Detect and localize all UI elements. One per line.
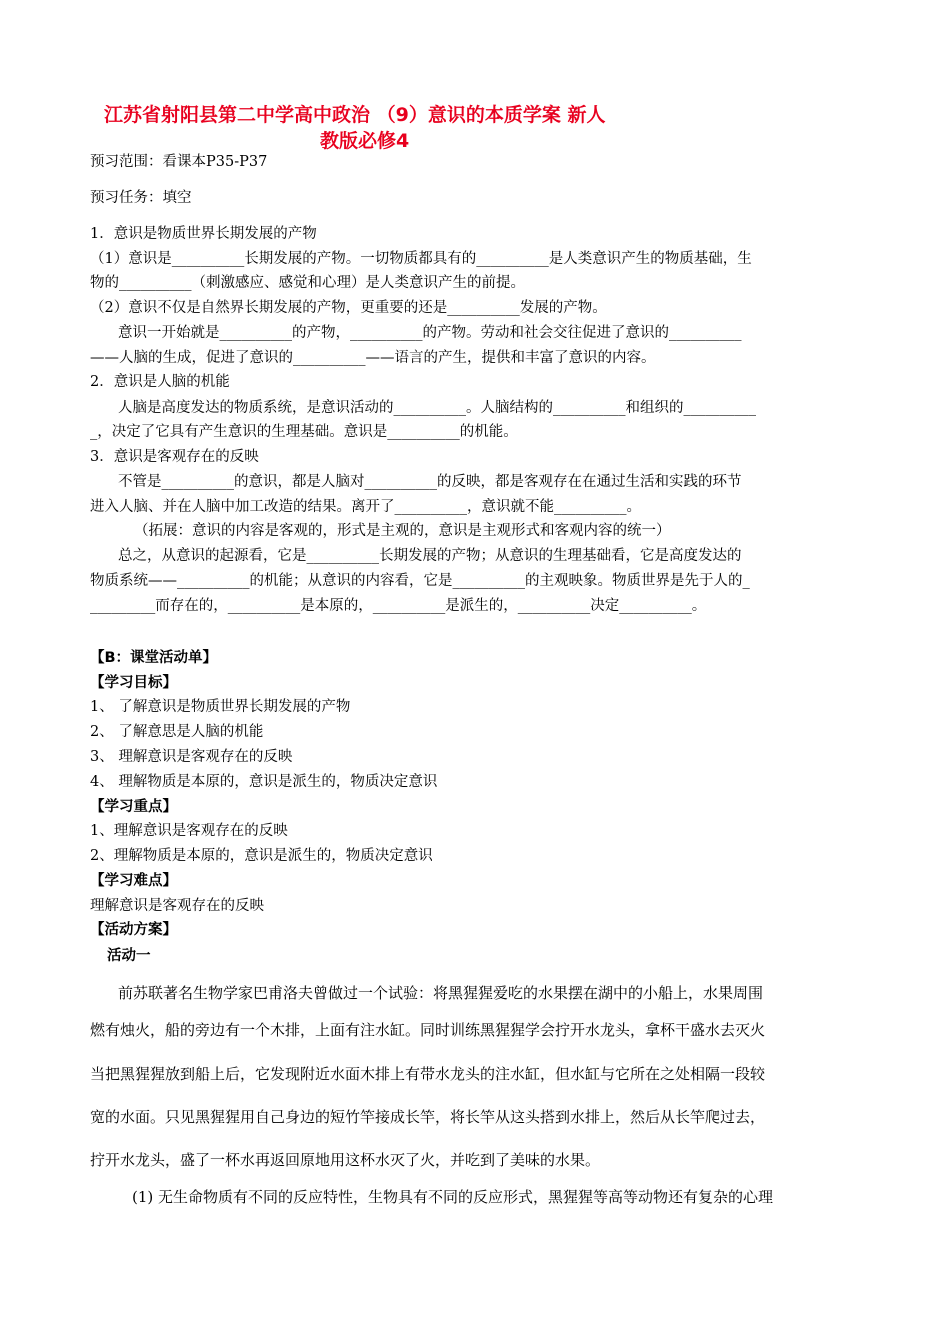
paragraph-1-line2: 物的__________（刺激感应、感觉和心理）是人类意识产生的前提。 [90,275,525,291]
activity-plan-heading: 【活动方案】 [90,922,177,938]
key-point-item: 2、理解物质是本原的，意识是派生的，物质决定意识 [90,848,433,864]
learning-goal-item: 3、 理解意识是客观存在的反映 [90,749,293,765]
paragraph-2: （2）意识不仅是自然界长期发展的产物，更重要的还是__________发展的产物。 [90,300,607,316]
extension-note: （拓展：意识的内容是客观的，形式是主观的，意识是主观形式和客观内容的统一） [134,523,671,539]
key-point-item: 1、理解意识是客观存在的反映 [90,823,288,839]
learning-goals-heading: 【学习目标】 [90,675,177,691]
classroom-activity-heading: 【B：课堂活动单】 [90,650,218,666]
paragraph-5-line2: 进入人脑、并在人脑中加工改造的结果。离开了__________，意识就不能__________。 [90,499,641,515]
document-title-line2: 教版必修4 [320,130,410,152]
section-heading-3: 3．意识是客观存在的反映 [90,449,259,465]
section-heading-1: 1．意识是物质世界长期发展的产物 [90,226,317,242]
learning-goal-item: 4、 理解物质是本原的，意识是派生的，物质决定意识 [90,774,438,790]
preview-task: 预习任务：填空 [90,190,192,206]
paragraph-4-line1: 人脑是高度发达的物质系统，是意识活动的__________。人脑结构的__________和组织的__________ [118,400,756,416]
document-title-line1: 江苏省射阳县第二中学高中政治 （9）意识的本质学案 新人 [104,104,606,126]
paragraph-3-line2: ——人脑的生成，促进了意识的__________——语言的产生，提供和丰富了意识的内容。 [90,350,656,366]
section-heading-2: 2．意识是人脑的机能 [90,374,230,390]
difficult-point-text: 理解意识是客观存在的反映 [90,898,264,914]
story-line: 前苏联著名生物学家巴甫洛夫曾做过一个试验：将黑猩猩爱吃的水果摆在湖中的小船上，水果周围 [118,984,764,1002]
paragraph-3-line1: 意识一开始就是__________的产物，__________的产物。劳动和社会交往促进了意识的__________ [118,325,742,341]
paragraph-7-line2: 物质系统——__________的机能；从意识的内容看，它是__________的主观映象。物质世界是先于人的_ [90,573,750,589]
activity-one-label: 活动一 [107,948,151,964]
paragraph-1-line1: （1）意识是__________长期发展的产物。一切物质都具有的__________是人类意识产生的物质基础，生 [90,251,752,267]
story-line: 宽的水面。只见黑猩猩用自己身边的短竹竿接成长竿，将长竿从这头搭到水排上，然后从长竿爬过去， [90,1108,766,1126]
learning-goal-item: 1、 了解意识是物质世界长期发展的产物 [90,699,351,715]
paragraph-4-line2: _，决定了它具有产生意识的生理基础。意识是__________的机能。 [90,424,518,440]
question-1: (1) 无生命物质有不同的反应特性，生物具有不同的反应形式，黑猩猩等高等动物还有复杂的心理 [132,1188,774,1206]
paragraph-7-line1: 总之，从意识的起源看，它是__________长期发展的产物；从意识的生理基础看，它是高度发达的 [118,548,742,564]
difficult-points-heading: 【学习难点】 [90,873,177,889]
story-line: 当把黑猩猩放到船上后，它发现附近水面木排上有带水龙头的注水缸，但水缸与它所在之处相隔一段较 [90,1065,766,1083]
preview-range: 预习范围：看课本P35-P37 [90,154,268,170]
key-points-heading: 【学习重点】 [90,799,177,815]
paragraph-5-line1: 不管是__________的意识，都是人脑对__________的反映，都是客观存在在通过生活和实践的环节 [118,474,742,490]
story-line: 燃有烛火，船的旁边有一个木排，上面有注水缸。同时训练黑猩猩学会拧开水龙头，拿杯干盛水去灭火 [90,1021,766,1039]
learning-goal-item: 2、 了解意思是人脑的机能 [90,724,264,740]
paragraph-7-line3: _________而存在的，__________是本原的，__________是派生的，__________决定__________。 [90,598,707,614]
story-line: 拧开水龙头，盛了一杯水再返回原地用这杯水灭了火，并吃到了美味的水果。 [90,1151,601,1169]
